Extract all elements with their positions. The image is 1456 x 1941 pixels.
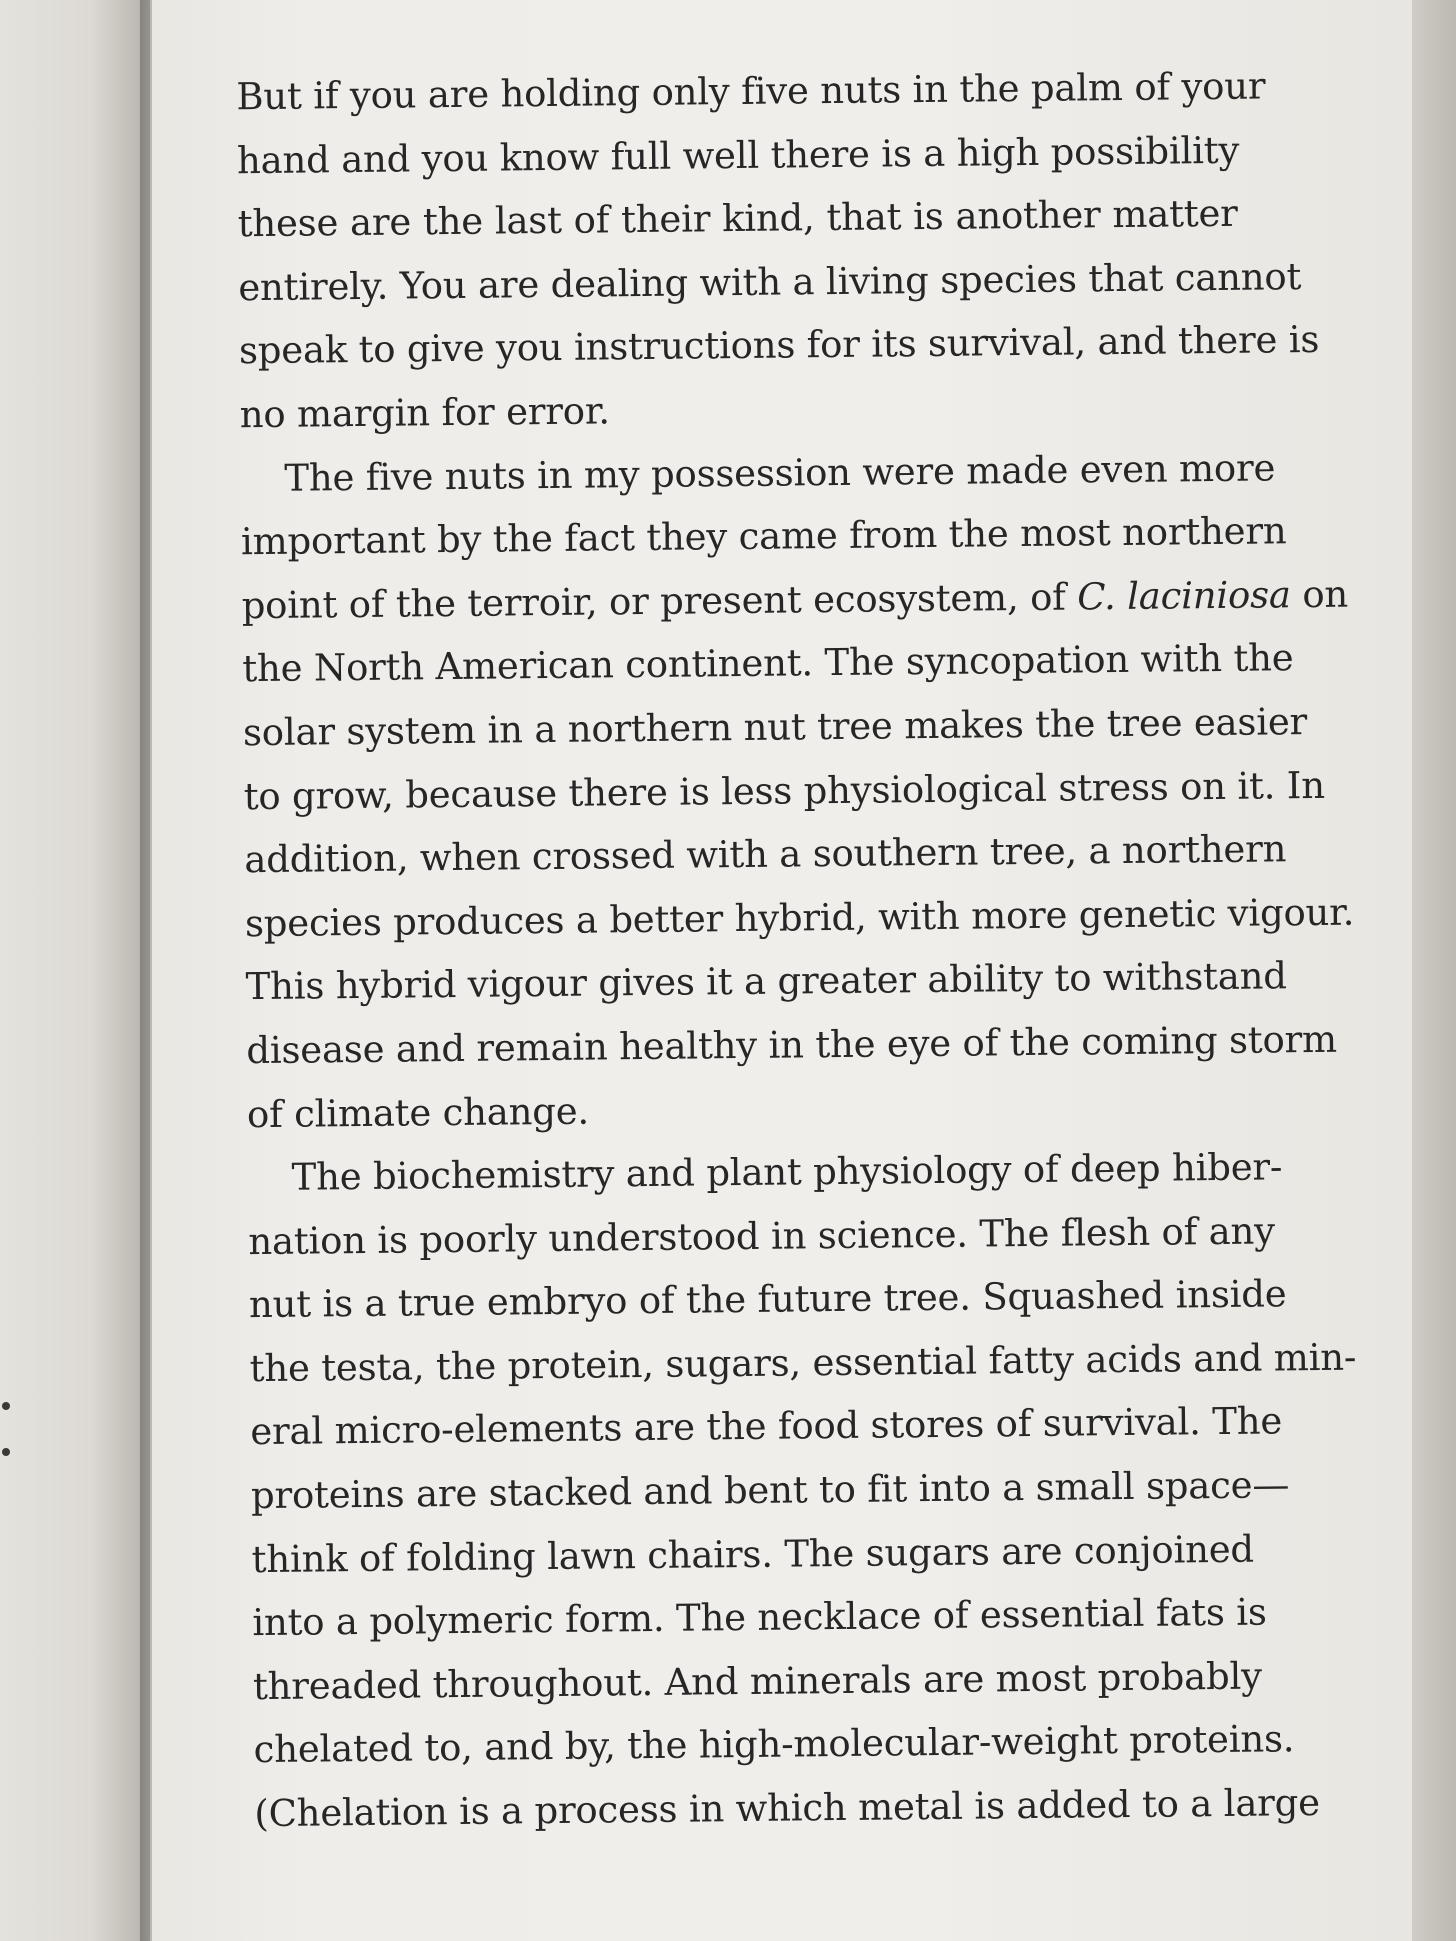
text-line: This hybrid vigour gives it a greater ability to withstand xyxy=(245,954,1287,1009)
page-edge xyxy=(1412,0,1456,1941)
text-line: The five nuts in my possession were made even more xyxy=(284,445,1276,500)
text-line: chelated to, and by, the high-molecular-weight proteins. xyxy=(253,1717,1295,1772)
text-line: The biochemistry and plant physiology of deep hiber- xyxy=(291,1145,1283,1199)
facing-page-mark xyxy=(2,1402,10,1410)
text-line: the testa, the protein, sugars, essential fatty acids and min- xyxy=(249,1335,1357,1391)
text-line: important by the fact they came from the most northern xyxy=(240,509,1287,564)
text-segment: point of the terroir, or present ecosystem, of xyxy=(241,575,1078,627)
species-name: C. laciniosa xyxy=(1076,572,1291,619)
text-line: proteins are stacked and bent to fit into a small space— xyxy=(250,1463,1290,1518)
text-line: into a polymeric form. The necklace of essential fats is xyxy=(252,1590,1267,1645)
text-line: entirely. You are dealing with a living species that cannot xyxy=(238,254,1302,310)
text-line: threaded throughout. And minerals are most probably xyxy=(252,1654,1263,1708)
text-line: species produces a better hybrid, with more genetic vigour. xyxy=(244,890,1355,945)
text-line: no margin for error. xyxy=(239,389,611,437)
text-line: eral micro-elements are the food stores of survival. The xyxy=(250,1399,1283,1454)
text-line: speak to give you instructions for its survival, and there is xyxy=(238,318,1320,373)
text-line: to grow, because there is less physiological stress on it. In xyxy=(243,763,1326,818)
text-line: hand and you know full well there is a high possibility xyxy=(236,128,1240,182)
facing-page-mark xyxy=(2,1448,10,1456)
text-line: think of folding lawn chairs. The sugars are conjoined xyxy=(251,1527,1255,1581)
text-line: the North American continent. The syncopation with the xyxy=(242,636,1294,691)
body-text xyxy=(236,55,1357,1885)
text-line: these are the last of their kind, that is another matter xyxy=(237,191,1238,246)
text-line: of climate change. xyxy=(246,1089,590,1136)
text-line: nut is a true embryo of the future tree. Squashed inside xyxy=(248,1272,1287,1327)
text-line: addition, when crossed with a southern tree, a northern xyxy=(244,827,1287,882)
text-line: But if you are holding only five nuts in the palm of your xyxy=(236,64,1266,119)
facing-page xyxy=(0,0,150,1941)
text-line: nation is poorly understood in science. The flesh of any xyxy=(248,1209,1276,1263)
text-segment: on xyxy=(1290,572,1349,616)
text-line: (Chelation is a process in which metal is added to a large xyxy=(254,1781,1321,1836)
text-line xyxy=(241,563,1349,637)
text-line: solar system in a northern nut tree makes the tree easier xyxy=(242,699,1308,755)
text-line: disease and remain healthy in the eye of the coming storm xyxy=(246,1017,1338,1073)
